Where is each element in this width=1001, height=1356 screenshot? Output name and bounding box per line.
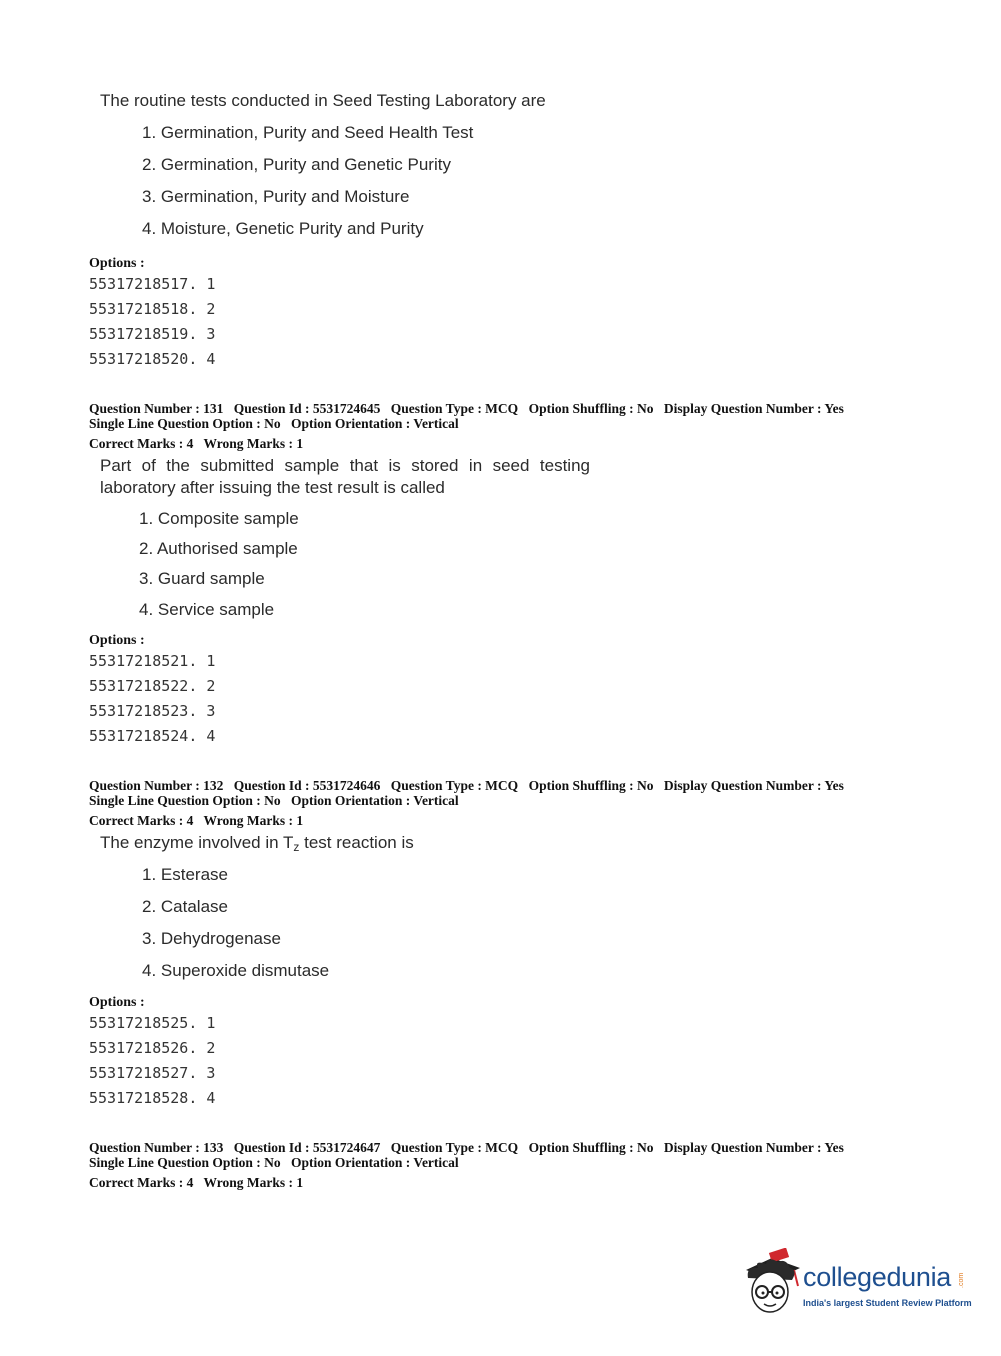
q131-wrong-marks: Wrong Marks : 1 [203, 436, 304, 451]
q131-option-shuffling: Option Shuffling : No [528, 401, 654, 416]
q131-meta-line-2 [89, 416, 889, 431]
q133-orientation: Option Orientation : Vertical [291, 1155, 459, 1170]
q133-question-number: Question Number : 133 [89, 1140, 224, 1155]
q130-option-id-4: 55317218520. 4 [89, 350, 216, 368]
q131-question-number: Question Number : 131 [89, 401, 224, 416]
q133-marks [89, 1175, 889, 1190]
q132-marks [89, 813, 889, 828]
q131-stem: Part of the submitted sample that is stored in seed testing laboratory after issuing the test result is called [100, 456, 590, 497]
q131-option-id-4: 55317218524. 4 [89, 727, 216, 745]
q132-option-id-4: 55317218528. 4 [89, 1089, 216, 1107]
q131-display-question-number: Display Question Number : Yes [663, 401, 844, 416]
q133-meta-line-2 [89, 1155, 889, 1170]
q132-options-label: Options : [89, 995, 145, 1010]
q131-question-type: Question Type : MCQ [390, 401, 519, 416]
q130-option-id-2: 55317218518. 2 [89, 300, 216, 318]
q132-stem [100, 833, 414, 854]
q133-question-id: Question Id : 5531724647 [233, 1140, 381, 1155]
q131-option-id-2: 55317218522. 2 [89, 677, 216, 695]
q132-choice-3: 3. Dehydrogenase [142, 929, 281, 948]
q130-option-id-3: 55317218519. 3 [89, 325, 216, 343]
q132-question-id: Question Id : 5531724646 [233, 778, 381, 793]
collegedunia-tagline: India's largest Student Review Platform [803, 1298, 972, 1308]
q132-display-question-number: Display Question Number : Yes [663, 778, 844, 793]
q131-choice-4: 4. Service sample [139, 600, 275, 619]
collegedunia-wordmark: collegedunia [803, 1262, 952, 1292]
q132-wrong-marks: Wrong Marks : 1 [203, 813, 304, 828]
q131-choice-1: 1. Composite sample [139, 509, 299, 528]
q132-question-number: Question Number : 132 [89, 778, 224, 793]
q133-display-question-number: Display Question Number : Yes [663, 1140, 844, 1155]
q133-question-type: Question Type : MCQ [390, 1140, 519, 1155]
q132-stem-after: test reaction is [299, 833, 414, 852]
q132-option-id-1: 55317218525. 1 [89, 1014, 216, 1032]
q132-correct-marks: Correct Marks : 4 [89, 813, 194, 828]
q130-stem: The routine tests conducted in Seed Testing Laboratory are [100, 91, 546, 110]
q131-option-id-3: 55317218523. 3 [89, 702, 216, 720]
q132-stem-before: The enzyme involved in T [100, 833, 294, 852]
q130-choice-4: 4. Moisture, Genetic Purity and Purity [142, 219, 424, 238]
collegedunia-com-label: .com [958, 1272, 965, 1288]
q132-stem-subscript: z [293, 840, 300, 854]
q132-single-line: Single Line Question Option : No [89, 793, 281, 808]
q132-question-type: Question Type : MCQ [390, 778, 519, 793]
q131-orientation: Option Orientation : Vertical [291, 416, 459, 431]
q131-correct-marks: Correct Marks : 4 [89, 436, 194, 451]
q132-meta-line-1 [89, 778, 889, 793]
q130-choice-3: 3. Germination, Purity and Moisture [142, 187, 410, 206]
q132-choice-2: 2. Catalase [142, 897, 228, 916]
q132-option-id-2: 55317218526. 2 [89, 1039, 216, 1057]
q132-option-shuffling: Option Shuffling : No [528, 778, 654, 793]
q133-option-shuffling: Option Shuffling : No [528, 1140, 654, 1155]
q132-option-id-3: 55317218527. 3 [89, 1064, 216, 1082]
q131-options-label: Options : [89, 633, 145, 648]
q132-orientation: Option Orientation : Vertical [291, 793, 459, 808]
q131-meta-line-1 [89, 401, 889, 416]
q131-choice-2: 2. Authorised sample [139, 539, 298, 558]
q130-option-id-1: 55317218517. 1 [89, 275, 216, 293]
q131-single-line: Single Line Question Option : No [89, 416, 281, 431]
q130-choice-2: 2. Germination, Purity and Genetic Purity [142, 155, 451, 174]
q131-marks [89, 436, 889, 451]
q133-meta-line-1 [89, 1140, 889, 1155]
q132-choice-4: 4. Superoxide dismutase [142, 961, 330, 980]
q131-question-id: Question Id : 5531724645 [233, 401, 381, 416]
q131-choice-3: 3. Guard sample [139, 569, 265, 588]
q130-choice-1: 1. Germination, Purity and Seed Health Test [142, 123, 474, 142]
q131-option-id-1: 55317218521. 1 [89, 652, 216, 670]
q132-choice-1: 1. Esterase [142, 865, 228, 884]
q133-single-line: Single Line Question Option : No [89, 1155, 281, 1170]
q130-options-label: Options : [89, 256, 145, 271]
q132-meta-line-2 [89, 793, 889, 808]
q133-correct-marks: Correct Marks : 4 [89, 1175, 194, 1190]
q133-wrong-marks: Wrong Marks : 1 [203, 1175, 304, 1190]
